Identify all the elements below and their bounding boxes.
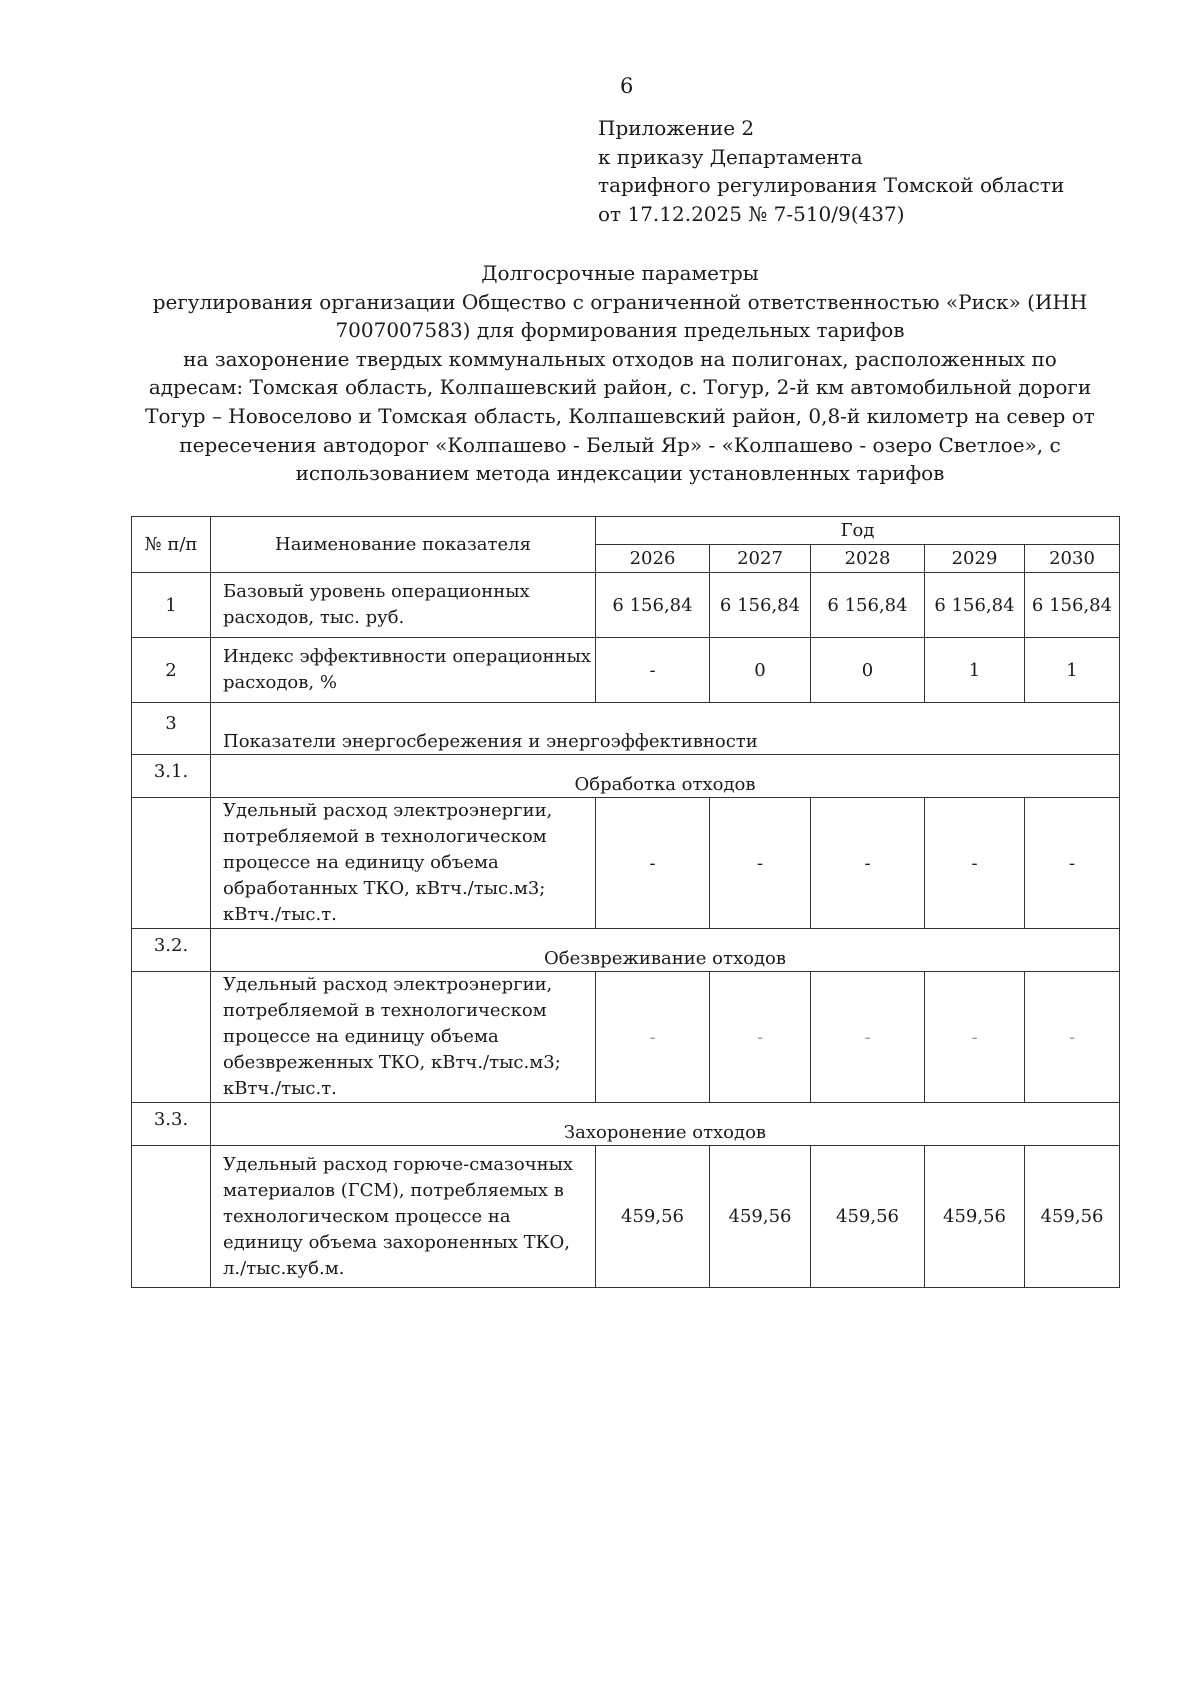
row-name: Показатели энергосбережения и энергоэффективности [211, 703, 1120, 755]
table-row [132, 573, 1120, 638]
row-name: Удельный расход горюче-смазочных материалов (ГСМ), потребляемых в технологическом процессе на единицу объема захороненных ТКО, л./тыс.куб.м. [211, 1146, 596, 1288]
title-line: 7007007583) для формирования предельных тарифов [335, 318, 905, 343]
table-row [132, 972, 1120, 1103]
section-title: Обработка отходов [211, 755, 1120, 798]
row-value: 6 156,84 [925, 573, 1025, 638]
row-value: - [811, 972, 925, 1103]
table-row [132, 638, 1120, 703]
row-value: - [925, 798, 1025, 929]
row-value: 1 [1025, 638, 1120, 703]
table-row [132, 703, 1120, 755]
row-value: - [596, 638, 710, 703]
header-num: № п/п [132, 517, 211, 573]
row-value: - [710, 798, 811, 929]
table-row [132, 1146, 1120, 1288]
parameters-table [131, 516, 1120, 1288]
row-value: 459,56 [1025, 1146, 1120, 1288]
row-value: 459,56 [811, 1146, 925, 1288]
row-value: - [596, 798, 710, 929]
table-row [132, 798, 1120, 929]
row-value: 0 [710, 638, 811, 703]
title-line: пересечения автодорог «Колпашево - Белый Яр» - «Колпашево - озеро Светлое», с [179, 432, 1061, 457]
row-num: 3 [132, 703, 211, 755]
header-year: 2026 [596, 545, 710, 573]
section-row [132, 755, 1120, 798]
appendix-line: к приказу Департамента [598, 144, 863, 169]
header-year-group: Год [596, 517, 1120, 545]
row-name: Удельный расход электроэнергии, потребляемой в технологическом процессе на единицу объема обезвреженных ТКО, кВтч./тыс.м3; кВтч./тыс.т. [211, 972, 596, 1103]
row-num: 1 [132, 573, 211, 638]
row-name: Удельный расход электроэнергии, потребляемой в технологическом процессе на единицу объема обработанных ТКО, кВтч./тыс.м3; кВтч./тыс.т. [211, 798, 596, 929]
row-value: 459,56 [925, 1146, 1025, 1288]
document-title [130, 259, 1110, 488]
appendix-line: тарифного регулирования Томской области [598, 173, 1065, 197]
header-year: 2027 [710, 545, 811, 573]
row-value: - [1025, 972, 1120, 1103]
row-num [132, 1146, 211, 1288]
title-line: Тогур – Новоселово и Томская область, Колпашевский район, 0,8-й километр на север от [145, 403, 1095, 428]
row-value: 459,56 [596, 1146, 710, 1288]
row-value: - [925, 972, 1025, 1103]
section-num: 3.3. [132, 1103, 211, 1146]
row-value: 6 156,84 [1025, 573, 1120, 638]
section-row [132, 929, 1120, 972]
row-value: - [1025, 798, 1120, 929]
section-num: 3.1. [132, 755, 211, 798]
header-name: Наименование показателя [211, 517, 596, 573]
appendix-block [598, 114, 1064, 228]
section-num: 3.2. [132, 929, 211, 972]
header-year: 2028 [811, 545, 925, 573]
title-line: регулирования организации Общество с ограниченной ответственностью «Риск» (ИНН [152, 289, 1088, 314]
row-value: - [710, 972, 811, 1103]
row-value: 6 156,84 [710, 573, 811, 638]
row-name: Индекс эффективности операционных расходов, % [211, 638, 596, 703]
row-value: 6 156,84 [596, 573, 710, 638]
row-value: - [596, 972, 710, 1103]
row-value: 6 156,84 [811, 573, 925, 638]
title-line: адресам: Томская область, Колпашевский район, с. Тогур, 2-й км автомобильной дороги [148, 375, 1092, 400]
appendix-line: Приложение 2 [598, 116, 755, 140]
page-number: 6 [620, 74, 634, 98]
row-value: 0 [811, 638, 925, 703]
row-value: 459,56 [710, 1146, 811, 1288]
title-line: использованием метода индексации установленных тарифов [295, 461, 945, 486]
row-num: 2 [132, 638, 211, 703]
title-line: Долгосрочные параметры [481, 261, 759, 285]
appendix-line: от 17.12.2025 № 7-510/9(437) [598, 201, 905, 226]
section-title: Обезвреживание отходов [211, 929, 1120, 972]
row-num [132, 972, 211, 1103]
row-num [132, 798, 211, 929]
header-year: 2029 [925, 545, 1025, 573]
header-year: 2030 [1025, 545, 1120, 573]
row-value: 1 [925, 638, 1025, 703]
row-value: - [811, 798, 925, 929]
title-line: на захоронение твердых коммунальных отходов на полигонах, расположенных по [183, 346, 1057, 371]
section-row [132, 1103, 1120, 1146]
section-title: Захоронение отходов [211, 1103, 1120, 1146]
row-name: Базовый уровень операционных расходов, тыс. руб. [211, 573, 596, 638]
